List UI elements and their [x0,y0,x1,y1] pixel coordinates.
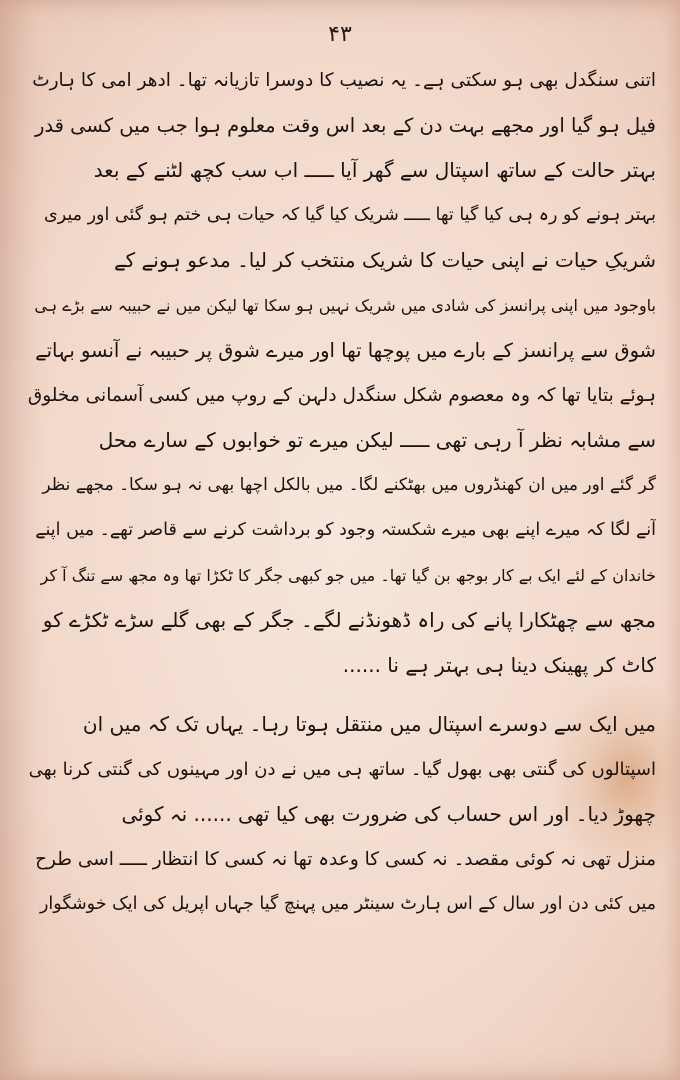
text-line: میں ایک سے دوسرے اسپتال میں منتقل ہوتا رہا۔ یہاں تک کہ میں ان [82,712,656,736]
text-line: شریکِ حیات نے اپنی حیات کا شریک منتخب کر لیا۔ مدعو ہونے کے [113,248,656,272]
text-line: اتنی سنگدل بھی ہو سکتی ہے۔ یہ نصیب کا دوسرا تازیانہ تھا۔ ادھر امی کا ہارٹ [32,70,656,91]
text-line: باوجود میں اپنی پرانسز کی شادی میں شریک نہیں ہو سکا تھا لیکن میں نے حبیبہ سے بڑے ہی [34,296,656,315]
text-line: مجھ سے چھٹکارا پانے کی راہ ڈھونڈنے لگے۔ جگر کے بھی گلے سڑے ٹکڑے کو [42,608,656,632]
page-number: ۴۳ [328,22,352,47]
body-text [28,58,656,927]
text-line: چھوڑ دیا۔ اور اس حساب کی ضرورت بھی کیا تھی ...... نہ کوئی [121,802,656,826]
text-line: ہوئے بتایا تھا کہ وہ معصوم شکل سنگدل دلہن کے روپ میں کسی آسمانی مخلوق [28,385,656,406]
paragraph-1 [28,58,656,688]
text-line: بہتر ہونے کو رہ ہی کیا گیا تھا ـــــ شریک کیا گیا کہ حیات ہی ختم ہو گئی اور میری [44,205,656,225]
text-line: منزل تھی نہ کوئی مقصد۔ نہ کسی کا وعدہ تھا نہ کسی کا انتظار ـــــ اسی طرح [35,849,656,870]
text-line: آنے لگا کہ میرے اپنے بھی میرے شکستہ وجود کو برداشت کرنے سے قاصر تھے۔ میں اپنے [35,520,656,540]
text-line: خاندان کے لئے ایک بے کار بوجھ بن گیا تھا۔ میں جو کبھی جگر کا ٹکڑا تھا وہ مجھ سے تنگ آ کر [40,566,656,585]
text-line: میں کئی دن اور سال کے اس ہارٹ سینٹر میں پہنچ گیا جہاں اپریل کی ایک خوشگوار [39,894,656,914]
text-line: اسپتالوں کی گنتی بھی بھول گیا۔ ساتھ ہی میں نے دن اور مہینوں کی گنتی کرنا بھی [28,759,656,780]
paragraph-2 [28,702,656,927]
text-line: گر گئے اور میں ان کھنڈروں میں بھٹکنے لگا۔ میں بالکل اچھا بھی نہ ہو سکا۔ مجھے نظر [42,475,656,495]
text-line: فیل ہو گیا اور مجھے بہت دن کے بعد اس وقت معلوم ہوا جب میں کسی قدر [34,114,656,137]
text-line: سے مشابہ نظر آ رہی تھی ـــــ لیکن میرے تو خوابوں کے سارے محل [98,428,656,452]
text-line: کاٹ کر پھینک دینا ہی بہتر ہے نا ...... [342,653,656,677]
paragraph-gap [28,688,656,702]
text-line: بہتر حالت کے ساتھ اسپتال سے گھر آیا ـــــ اب سب کچھ لٹنے کے بعد [93,158,656,182]
text-line: شوق سے پرانسز کے بارے میں پوچھا تھا اور میرے شوق پر حبیبہ نے آنسو بہاتے [35,339,656,362]
